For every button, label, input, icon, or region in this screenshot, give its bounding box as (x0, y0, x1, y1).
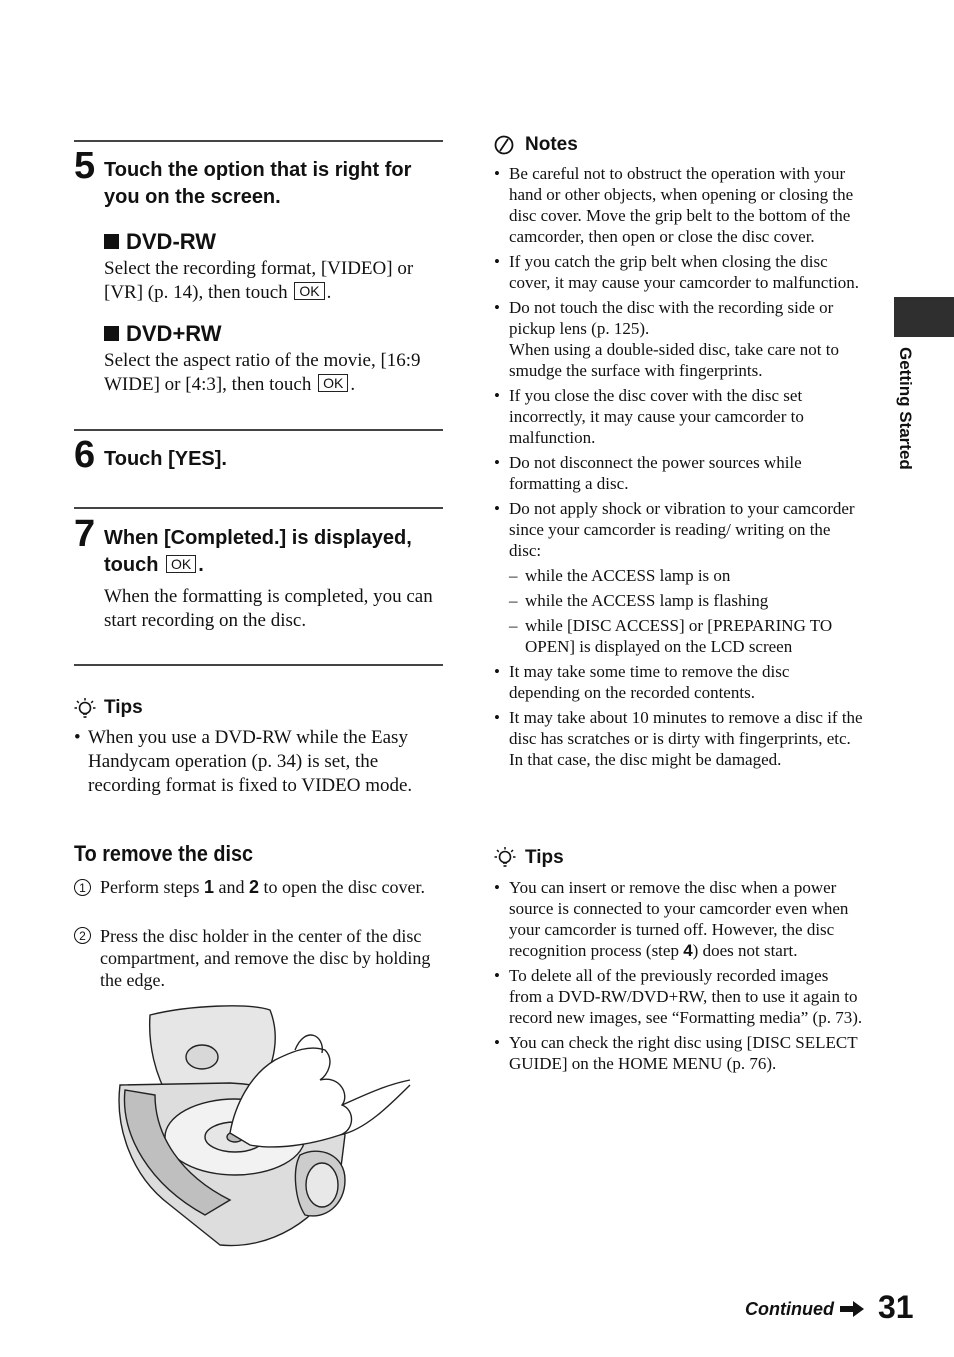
dash-item: – while the ACCESS lamp is on (509, 566, 731, 585)
list-item: • If you close the disc cover with the disc set incorrectly, it may cause your camcorder to malfunction. (494, 386, 804, 447)
lightbulb-icon (494, 846, 516, 870)
list-item: • To delete all of the previously recorded images from a DVD-RW/DVD+RW, then to use it again to record new images, see “Formatting media” (p. 73). (494, 966, 863, 1027)
list-item: • Do not apply shock or vibration to your camcorder since your camcorder is reading/ writing on the disc: (494, 499, 855, 560)
section-tab-label: Getting Started (896, 347, 915, 470)
dvd-rw-text: Select the recording format, [VIDEO] or [VR] (p. 14), then touch OK . (104, 258, 414, 303)
rule-bottom (74, 664, 443, 666)
list-item: • It may take some time to remove the disc depending on the recorded contents. (494, 662, 790, 702)
step-number: 5 (74, 145, 96, 187)
step-title: Touch [YES]. (104, 448, 227, 470)
list-item: • If you catch the grip belt when closing the disc cover, it may cause your camcorder to malfunction. (494, 252, 860, 292)
step7-body: When the formatting is completed, you can start recording on the disc. (104, 586, 433, 631)
tips-heading: Tips (525, 847, 564, 868)
ok-button-icon: OK (166, 555, 196, 573)
continued-label: Continued (745, 1299, 834, 1319)
dash-item: – while the ACCESS lamp is flashing (509, 591, 769, 610)
circled-number: 2 (74, 927, 91, 944)
rule-step7 (74, 507, 443, 509)
notes-warning-icon (494, 135, 514, 155)
arrow-right-icon (840, 1301, 864, 1317)
list-item: • You can insert or remove the disc when a power source is connected to your camcorder even when your camcorder is turned off. However, the disc recognition process (step 4) does not start. (494, 878, 849, 960)
lightbulb-icon (74, 697, 96, 721)
section-tab-marker (894, 297, 954, 337)
ok-button-icon: OK (318, 374, 348, 392)
step-title: Touch the option that is right for you on the screen. (104, 159, 412, 208)
square-bullet-icon (104, 326, 119, 341)
tips-list (494, 877, 864, 1078)
square-bullet-icon (104, 234, 119, 249)
tips-heading: Tips (104, 697, 143, 718)
subheading-dvd-rw: DVD-RW (104, 229, 216, 255)
list-item: • Do not disconnect the power sources while formatting a disc. (494, 453, 802, 493)
circled-number: 1 (74, 879, 91, 896)
notes-list (494, 163, 864, 774)
dash-item: – while [DISC ACCESS] or [PREPARING TO OPEN] is displayed on the LCD screen (509, 616, 833, 656)
dvd-plus-rw-text: Select the aspect ratio of the movie, [16:9 WIDE] or [4:3], then touch OK . (104, 350, 421, 395)
list-item: • Do not touch the disc with the recording side or pickup lens (p. 125). When using a double-sided disc, take care not to smudge the surface with fingerprints. (494, 298, 839, 380)
ok-button-icon: OK (294, 282, 324, 300)
remove-disc-heading: To remove the disc (74, 841, 253, 866)
list-item: • You can check the right disc using [DISC SELECT GUIDE] on the HOME MENU (p. 76). (494, 1033, 858, 1073)
notes-heading: Notes (525, 134, 578, 155)
remove-step-1: 1 Perform steps 1 and 2 to open the disc cover. (74, 876, 444, 899)
remove-step-2: 2 Press the disc holder in the center of the disc compartment, and remove the disc by holding the edge. (74, 925, 444, 991)
step-number: 6 (74, 434, 96, 476)
subheading-dvd-plus-rw: DVD+RW (104, 321, 222, 347)
rule-step5 (74, 140, 443, 142)
list-item: • It may take about 10 minutes to remove a disc if the disc has scratches or is dirty with fingerprints, etc. In that case, the disc might be damaged. (494, 708, 863, 769)
step-number: 7 (74, 513, 96, 555)
rule-step6 (74, 429, 443, 431)
list-item: • When you use a DVD-RW while the Easy Handycam operation (p. 34) is set, the recording format is fixed to VIDEO mode. (74, 727, 413, 796)
camcorder-disc-illustration (110, 1005, 415, 1250)
list-item: • Be careful not to obstruct the operation with your hand or other objects, when opening or closing the disc cover. Move the grip belt to the bottom of the camcorder, then open or close the disc cover. (494, 164, 854, 246)
step-title: When [Completed.] is displayed, touch OK . (104, 527, 412, 576)
page-number: 31 (878, 1289, 914, 1325)
